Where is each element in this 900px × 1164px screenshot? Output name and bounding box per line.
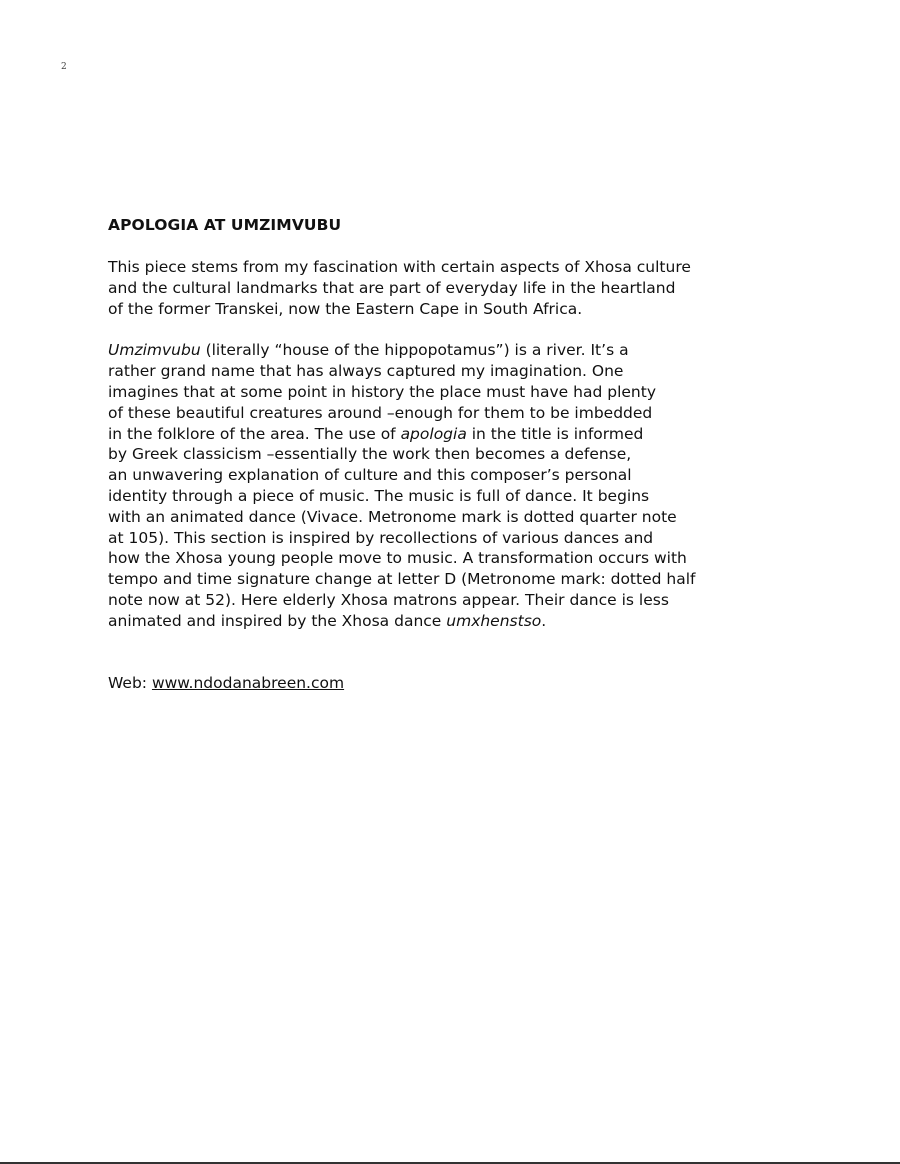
text-run: in the folklore of the area. The use of — [108, 424, 401, 443]
description-paragraph — [108, 340, 768, 631]
text-run: . — [541, 611, 547, 630]
document-title: APOLOGIA AT UMZIMVUBU — [108, 216, 342, 234]
italic-term: Umzimvubu — [108, 341, 201, 360]
page-number: 2 — [61, 62, 67, 72]
italic-term: umxhenstso — [446, 611, 542, 630]
paragraph-line — [108, 424, 768, 445]
paragraph-line: of the former Transkei, now the Eastern Cape in South Africa. — [108, 299, 583, 318]
paragraph-line: This piece stems from my fascination with certain aspects of Xhosa culture — [108, 258, 691, 276]
paragraph-line — [108, 340, 768, 361]
intro-paragraph — [108, 257, 768, 319]
paragraph-line: tempo and time signature change at letter D (Metronome mark: dotted half — [108, 570, 696, 589]
document-body — [108, 214, 768, 693]
paragraph-line: at 105). This section is inspired by recollections of various dances and — [108, 528, 654, 547]
web-line — [108, 673, 768, 694]
text-run: in the title is informed — [466, 424, 644, 443]
paragraph-line: by Greek classicism –essentially the work then becomes a defense, — [108, 445, 632, 464]
paragraph-line: imagines that at some point in history the place must have had plenty — [108, 382, 656, 401]
paragraph-line — [108, 611, 768, 632]
paragraph-line: an unwavering explanation of culture and this composer’s personal — [108, 466, 632, 485]
web-label: Web: — [108, 673, 152, 692]
paragraph-line: identity through a piece of music. The music is full of dance. It begins — [108, 486, 650, 505]
paragraph-line: note now at 52). Here elderly Xhosa matrons appear. Their dance is less — [108, 590, 669, 609]
paragraph-line: with an animated dance (Vivace. Metronome mark is dotted quarter note — [108, 507, 677, 526]
paragraph-line: and the cultural landmarks that are part of everyday life in the heartland — [108, 278, 676, 297]
paragraph-line: how the Xhosa young people move to music. A transformation occurs with — [108, 549, 687, 568]
paragraph-line: rather grand name that has always captured my imagination. One — [108, 362, 624, 381]
website-link[interactable]: www.ndodanabreen.com — [151, 673, 345, 692]
italic-term: apologia — [400, 424, 467, 443]
text-run: (literally “house of the hippopotamus”) is a river. It’s a — [200, 341, 629, 360]
text-run: animated and inspired by the Xhosa dance — [108, 611, 447, 630]
paragraph-line: of these beautiful creatures around –enough for them to be imbedded — [108, 403, 653, 422]
